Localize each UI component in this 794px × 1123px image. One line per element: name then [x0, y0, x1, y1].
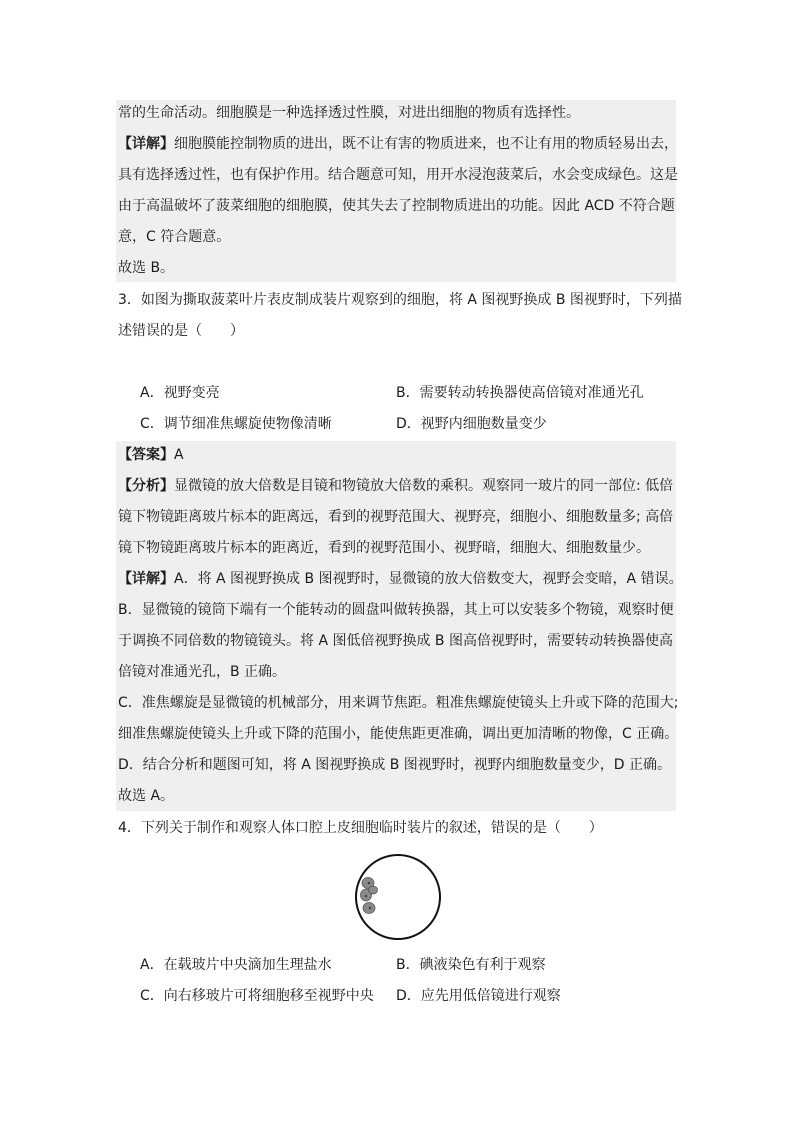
- q3-option-c: C．调节细准焦螺旋使物像清晰: [140, 416, 332, 432]
- q2-detail-line: 意，C 符合题意。: [118, 229, 231, 245]
- detail-tag: 【详解】: [118, 571, 174, 587]
- q3-stem-line: 3．如图为撕取菠菜叶片表皮制成装片观察到的细胞，将 A 图视野换成 B 图视野时，下列描: [118, 292, 682, 308]
- q4-option-d: D．应先用低倍镜进行观察: [396, 988, 561, 1004]
- answer-tag: 【答案】: [118, 447, 174, 463]
- q2-detail-line: 具有选择透过性，也有保护作用。结合题意可知，用开水浸泡菠菜后，水会变成绿色。这是: [118, 167, 678, 183]
- answer-value: A: [174, 447, 184, 463]
- q4-option-c: C．向右移玻片可将细胞移至视野中央: [140, 988, 374, 1004]
- q3-analysis-line: 镜下物镜距离玻片标本的距离近，看到的视野范围小、视野暗，细胞大、细胞数量少。: [118, 540, 650, 556]
- q3-detail-line: 于调换不同倍数的物镜镜头。将 A 图低倍视野换成 B 图高倍视野时，需要转动转换器使高: [118, 633, 673, 649]
- q4-option-a: A．在载玻片中央滴加生理盐水: [140, 957, 332, 973]
- q3-option-a: A．视野变亮: [140, 385, 220, 401]
- q3-detail-line: D．结合分析和题图可知，将 A 图视野换成 B 图视野时，视野内细胞数量变少，D 正确。: [118, 757, 671, 773]
- q3-conclusion: 故选 A。: [118, 788, 175, 804]
- q4-option-b: B．碘液染色有利于观察: [396, 957, 546, 973]
- detail-tag: 【详解】: [118, 136, 174, 152]
- q3-detail-line: 细准焦螺旋使镜头上升或下降的范围小，能使焦距更准确，调出更加清晰的物像，C 正确。: [118, 726, 679, 742]
- q3-stem-line: 述错误的是（ ）: [118, 323, 244, 339]
- microscope-field-figure: [353, 852, 443, 942]
- q3-option-b: B．需要转动转换器使高倍镜对准通光孔: [396, 385, 644, 401]
- q2-explanation-line: 常的生命活动。细胞膜是一种选择透过性膜，对进出细胞的物质有选择性。: [118, 105, 580, 121]
- q2-detail-line: 【详解】细胞膜能控制物质的进出，既不让有害的物质进来，也不让有用的物质轻易出去，: [118, 136, 678, 152]
- q3-analysis-line: 镜下物镜距离玻片标本的距离远，看到的视野范围大、视野亮，细胞小、细胞数量多; 高倍: [118, 509, 674, 525]
- q3-option-d: D．视野内细胞数量变少: [396, 416, 547, 432]
- q3-answer-line: [118, 445, 678, 465]
- analysis-tag: 【分析】: [118, 478, 174, 494]
- q2-explanation-block: [116, 100, 676, 282]
- q3-analysis-line: 【分析】显微镜的放大倍数是目镜和物镜放大倍数的乘积。观察同一玻片的同一部位: 低倍: [118, 478, 674, 494]
- q3-detail-line: 【详解】A．将 A 图视野换成 B 图视野时，显微镜的放大倍数变大，视野会变暗，A 错误。: [118, 571, 683, 587]
- q3-detail-line: C．准焦螺旋是显微镜的机械部分，用来调节焦距。粗准焦螺旋使镜头上升或下降的范围大;: [118, 695, 679, 711]
- q4-stem: 4．下列关于制作和观察人体口腔上皮细胞临时装片的叙述，错误的是（ ）: [118, 820, 603, 836]
- q2-detail-line: 由于高温破坏了菠菜细胞的细胞膜，使其失去了控制物质进出的功能。因此 ACD 不符合题: [118, 198, 675, 214]
- q2-conclusion: 故选 B。: [118, 260, 175, 276]
- q3-detail-line: B．显微镜的镜筒下端有一个能转动的圆盘叫做转换器，其上可以安装多个物镜，观察时便: [118, 602, 674, 618]
- q3-detail-line: 倍镜对准通光孔，B 正确。: [118, 664, 287, 680]
